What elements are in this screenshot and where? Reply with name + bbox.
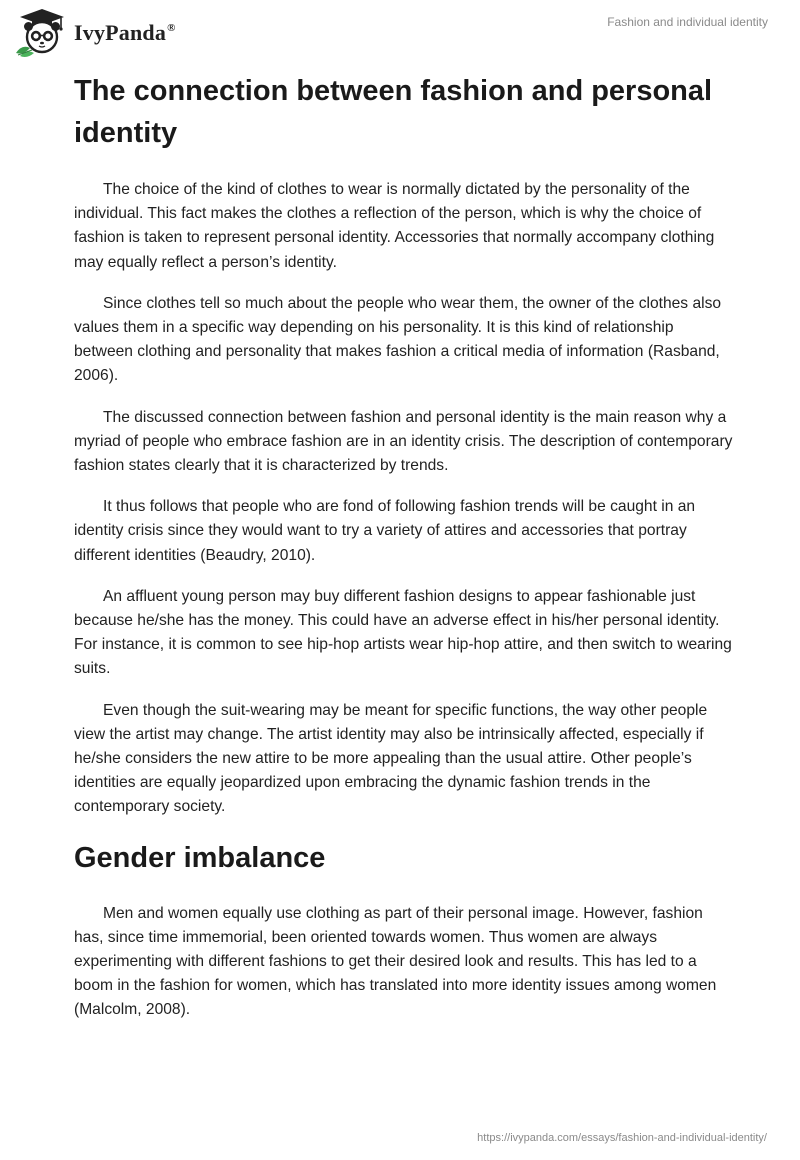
essay-content — [74, 70, 734, 1040]
paragraph: Men and women equally use clothing as part of their personal image. However, fashion has, since time immemorial, been oriented towards women. Thus women are always experimenting with different fashions to get their desired look and results. This has led to a boom in the fashion for women, which has translated into more identity issues among women (Malcolm, 2008). — [74, 904, 717, 1019]
paragraph: The discussed connection between fashion and personal identity is the main reason why a myriad of people who embrace fashion are in an identity crisis. The description of contemporary fashion states clearly that it is characterized by trends. — [74, 408, 733, 475]
paragraph: Since clothes tell so much about the people who wear them, the owner of the clothes also values them in a specific way depending on his personality. It is this kind of relationship between clothing and personality that makes fashion a critical media of information (Rasband, 2006). — [74, 294, 722, 385]
brand-name: IvyPanda® — [74, 20, 176, 45]
paragraph: The choice of the kind of clothes to wear is normally dictated by the personality of the individual. This fact makes the clothes a reflection of the person, which is why the choice of fashion is taken to represent personal identity. Accessories that normally accompany clothing may equally reflect a person’s identity. — [74, 181, 715, 271]
section-heading-gender-imbalance: Gender imbalance — [74, 841, 326, 874]
running-title: Fashion and individual identity — [607, 15, 768, 29]
paragraph: Even though the suit-wearing may be meant for specific functions, the way other people view the artist may change. The artist identity may also be intrinsically affected, especially if he/she considers the new attire to be more appealing than the usual attire. Other people’s identities are equally jeopardized upon embracing the dynamic fashion trends in the contemporary society. — [74, 701, 708, 816]
page-header — [0, 0, 800, 62]
panda-graduate-icon — [14, 6, 70, 58]
paragraph: An affluent young person may buy different fashion designs to appear fashionable just because he/she has the money. This could have an adverse effect in his/her personal identity. For instance, it is common to see hip-hop artists wear hip-hop attire, and then switch to wearing suits. — [74, 587, 732, 678]
paragraph: It thus follows that people who are fond of following fashion trends will be caught in an identity crisis since they would want to try a variety of attires and accessories that portray different identities (Beaudry, 2010). — [74, 498, 696, 564]
source-url-link[interactable]: https://ivypanda.com/essays/fashion-and-individual-identity/ — [477, 1132, 767, 1144]
section-heading-fashion-identity: The connection between fashion and personal identity — [74, 75, 713, 149]
ivypanda-logo[interactable] — [14, 6, 176, 58]
